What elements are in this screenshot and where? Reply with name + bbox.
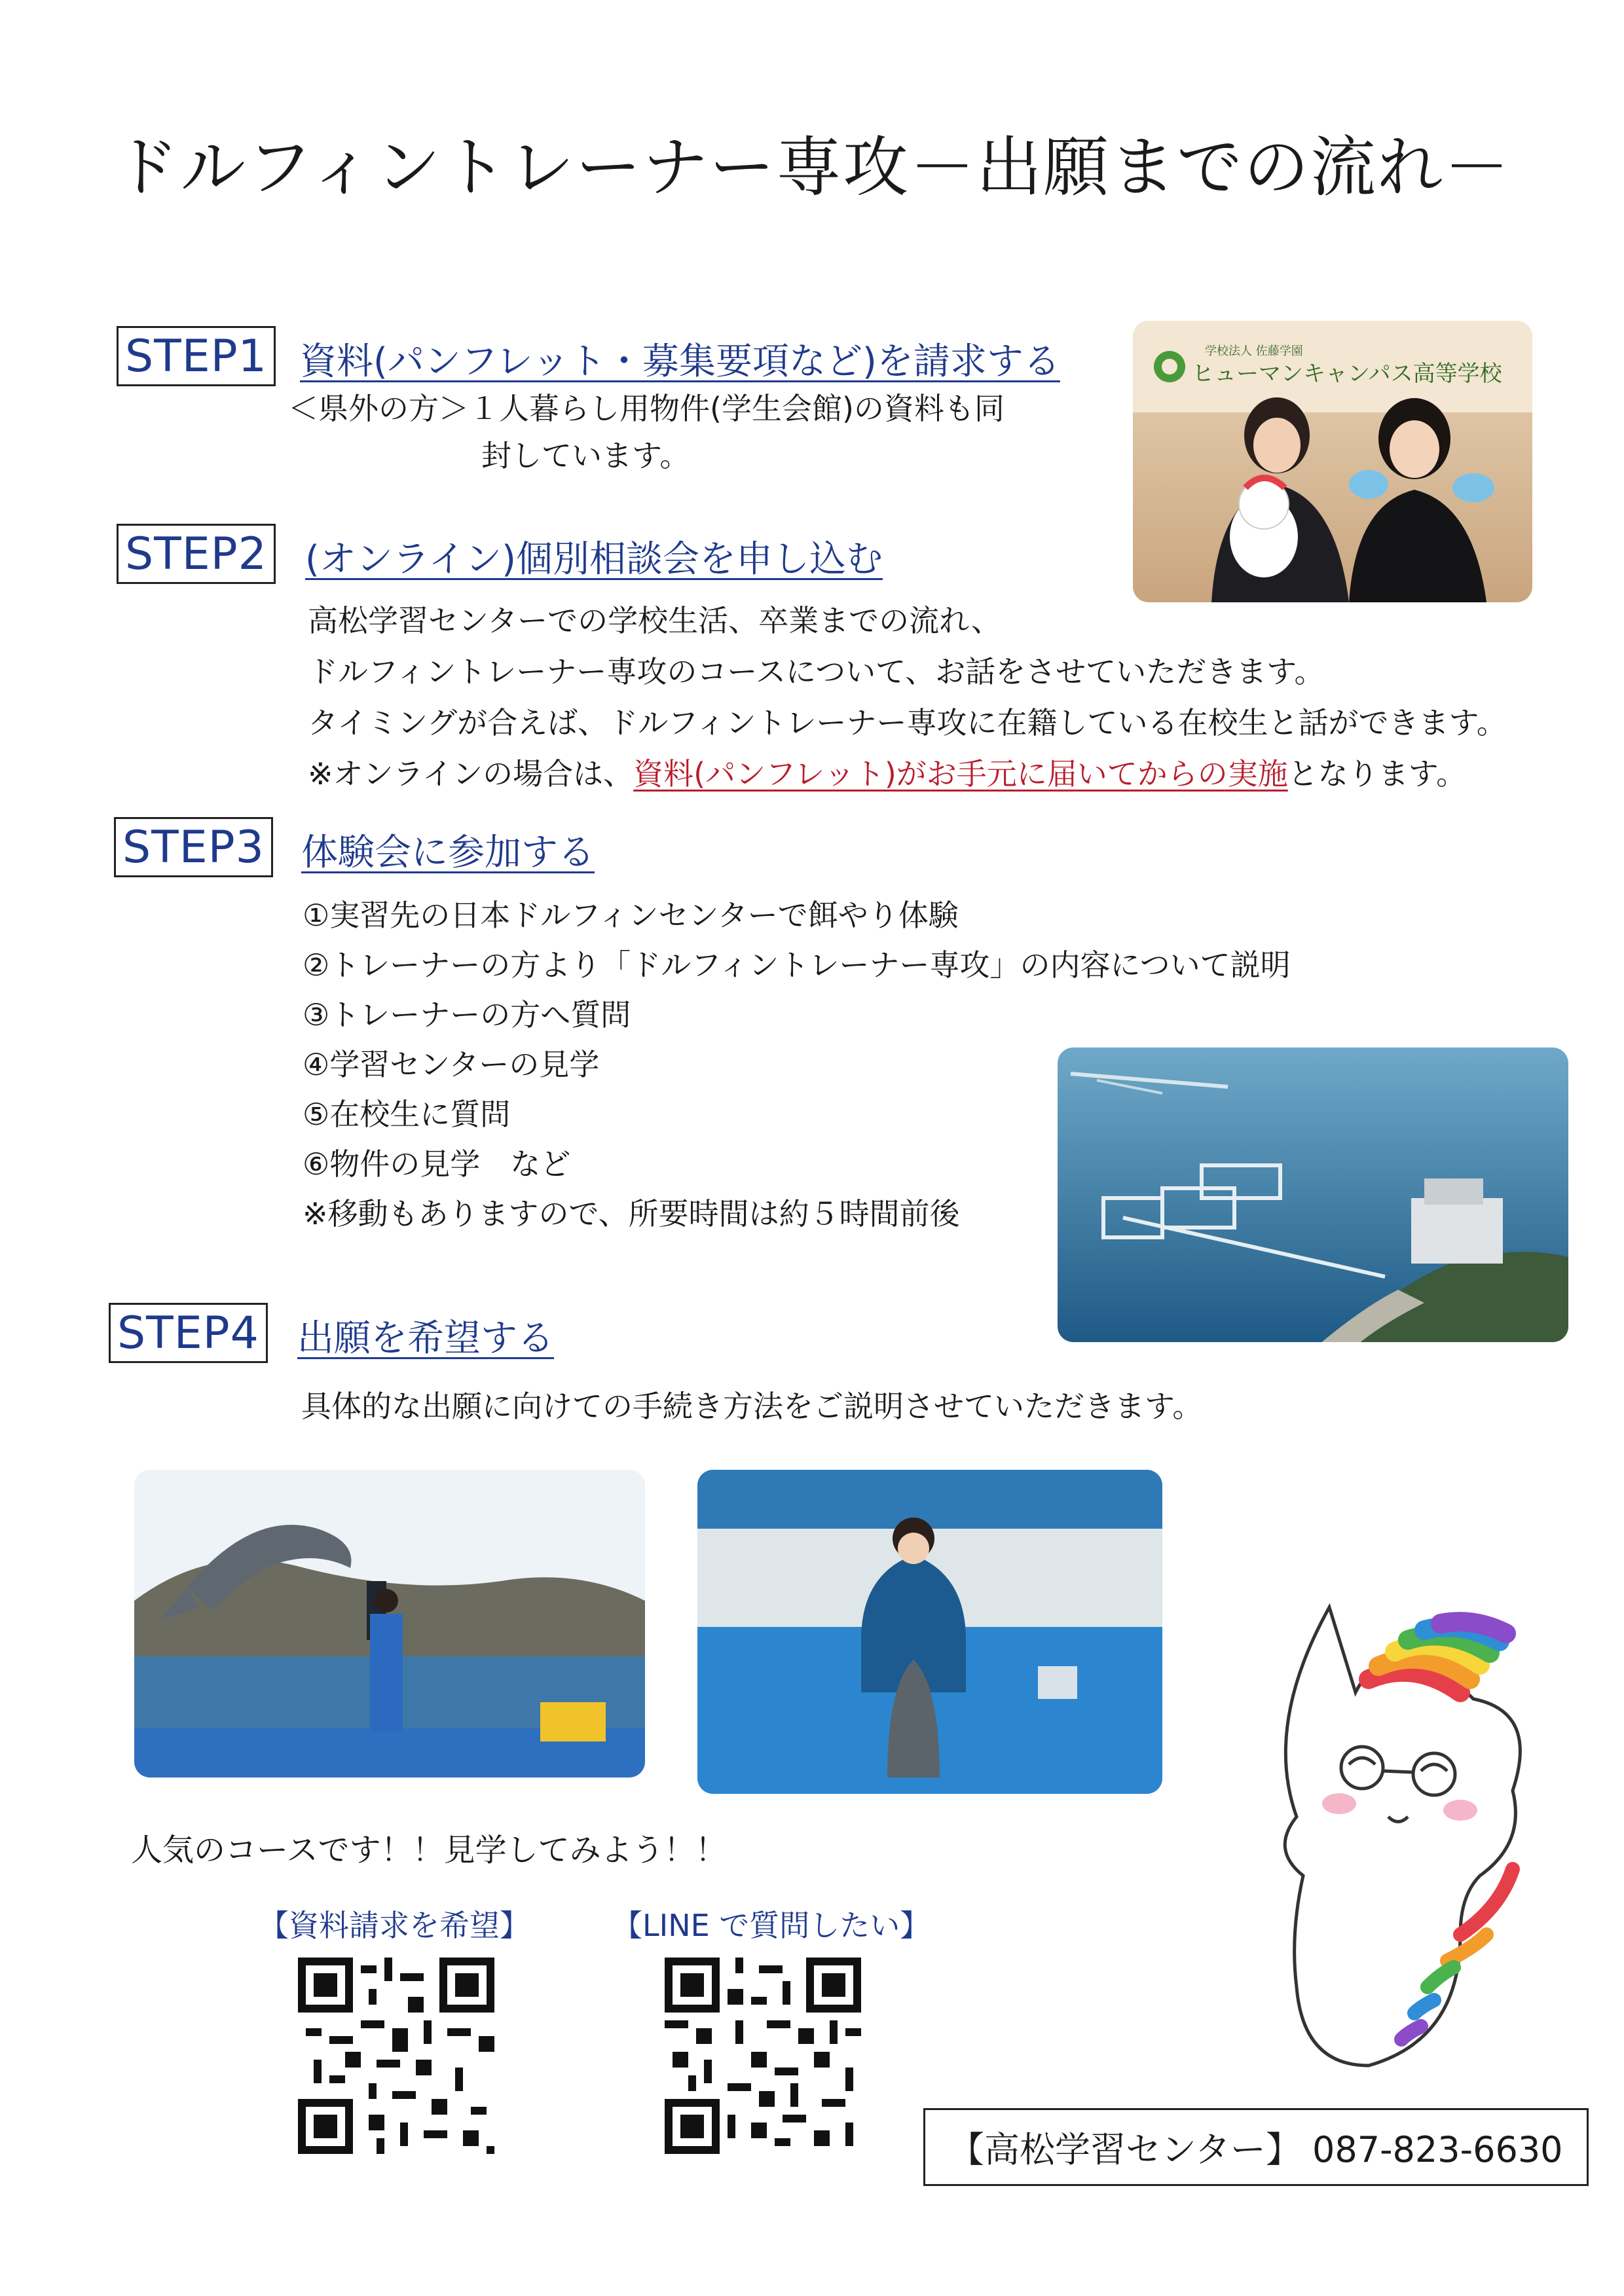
qr-label-line: 【LINE で質問したい】 [612,1908,931,1943]
qr-code-line[interactable] [665,1958,861,2154]
step4-badge: STEP4 [109,1303,268,1363]
mascot-cat-illustration [1198,1568,1565,2131]
qr-label-brochure: 【資料請求を希望】 [259,1908,530,1943]
step1-line-2: 封しています。 [481,438,690,473]
step2-line-3: タイミングが合えば、ドルフィントレーナー専攻に在籍している在校生と話ができます。 [308,705,1507,740]
page-title: ドルフィントレーナー専攻－出願までの流れ－ [113,129,1511,206]
trainer-dolphin-photo [697,1470,1162,1794]
step3-line-3: ③トレーナーの方へ質問 [303,997,631,1032]
step3-badge: STEP3 [114,817,273,877]
school-sign-small: 学校法人 佐藤学園 [1205,344,1303,358]
step1-line-1: ＜県外の方＞１人暮らし用物件(学生会館)の資料も同 [288,391,1005,426]
step2-badge: STEP2 [117,524,276,584]
step3-title: 体験会に参加する [301,831,595,874]
step3-line-4: ④学習センターの見学 [303,1047,600,1082]
step3-line-1: ①実習先の日本ドルフィンセンターで餌やり体験 [303,898,959,933]
step2-title: (オンライン)個別相談会を申し込む [305,538,883,581]
step2-note [308,750,1466,797]
step2-line-1: 高松学習センターでの学校生活、卒業までの流れ、 [308,603,1001,638]
dolphin-jump-photo [134,1470,645,1777]
step4-title: 出願を希望する [297,1317,554,1360]
popular-course-text: 人気のコースです！！見学してみよう！！ [131,1832,727,1868]
step2-note-prefix: ※オンラインの場合は、 [308,756,634,792]
qr-code-brochure[interactable] [298,1958,494,2154]
step2-line-2: ドルフィントレーナー専攻のコースについて、お話をさせていただきます。 [308,654,1325,689]
step1-badge: STEP1 [117,326,276,386]
step3-line-2: ②トレーナーの方より「ドルフィントレーナー専攻」の内容について説明 [303,947,1291,983]
school-students-photo [1133,321,1532,602]
step4-line-1: 具体的な出願に向けての手続き方法をご説明させていただきます。 [301,1389,1203,1424]
step2-note-highlight: 資料(パンフレット)がお手元に届いてからの実施 [633,756,1288,792]
dolphin-center-aerial-photo [1058,1048,1568,1342]
step3-line-5: ⑤在校生に質問 [303,1097,511,1132]
step2-note-suffix: となります。 [1287,756,1467,792]
step3-line-6: ⑥物件の見学 など [303,1146,571,1182]
step1-title: 資料(パンフレット・募集要項など)を請求する [300,340,1060,383]
step3-line-7: ※移動もありますので、所要時間は約５時間前後 [303,1196,960,1231]
school-sign-name: ヒューマンキャンパス高等学校 [1192,361,1502,387]
contact-phone: 【高松学習センター】 087-823-6630 [923,2108,1589,2186]
